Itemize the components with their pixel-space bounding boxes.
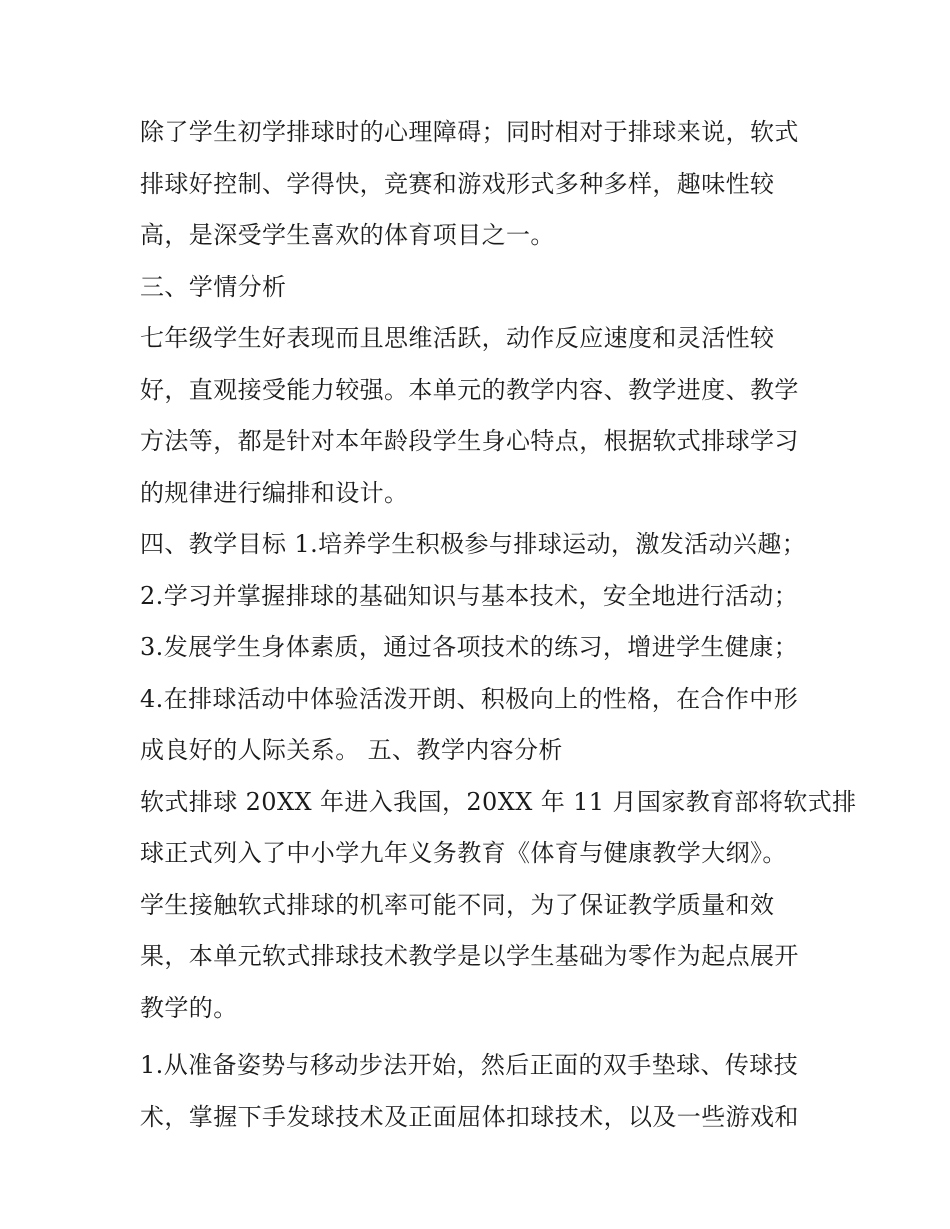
text-line: 方法等，都是针对本年龄段学生身心特点，根据软式排球学习 [140,427,799,455]
text-line: 除了学生初学排球时的心理障碍；同时相对于排球来说，软式 [140,118,799,146]
text-line: 成良好的人际关系。 五、教学内容分析 [140,736,563,764]
text-line: 2.学习并掌握排球的基础知识与基本技术，安全地进行活动； [140,581,799,610]
text-line: 好，直观接受能力较强。本单元的教学内容、教学进度、教学 [140,375,799,404]
text-line: 软式排球 20XX 年进入我国，20XX 年 11 月国家教育部将软式排 [140,787,857,816]
document-body [140,107,857,1143]
text-line: 高，是深受学生喜欢的体育项目之一。 [140,221,555,249]
text-line: 3.发展学生身体素质，通过各项技术的练习，增进学生健康； [140,633,799,661]
text-line: 球正式列入了中小学九年义务教育《体育与健康教学大纲》。 [140,839,787,867]
text-line: 4.在排球活动中体验活泼开朗、积极向上的性格，在合作中形 [140,684,799,713]
text-line: 的规律进行编排和设计。 [140,478,409,507]
text-line: 术，掌握下手发球技术及正面屈体扣球技术，以及一些游戏和 [140,1102,799,1131]
text-line: 七年级学生好表现而且思维活跃，动作反应速度和灵活性较 [140,324,775,352]
section-heading: 三、学情分析 [140,272,287,301]
text-line: 教学的。 [140,993,238,1022]
text-line: 1.从准备姿势与移动步法开始，然后正面的双手垫球、传球技 [140,1051,799,1079]
text-line: 四、教学目标 1.培养学生积极参与排球运动，激发活动兴趣； [140,530,807,558]
text-line: 排球好控制、学得快，竞赛和游戏形式多种多样，趣味性较 [140,169,775,198]
text-line: 果，本单元软式排球技术教学是以学生基础为零作为起点展开 [140,942,799,970]
text-line: 学生接触软式排球的机率可能不同，为了保证教学质量和效 [140,890,775,919]
